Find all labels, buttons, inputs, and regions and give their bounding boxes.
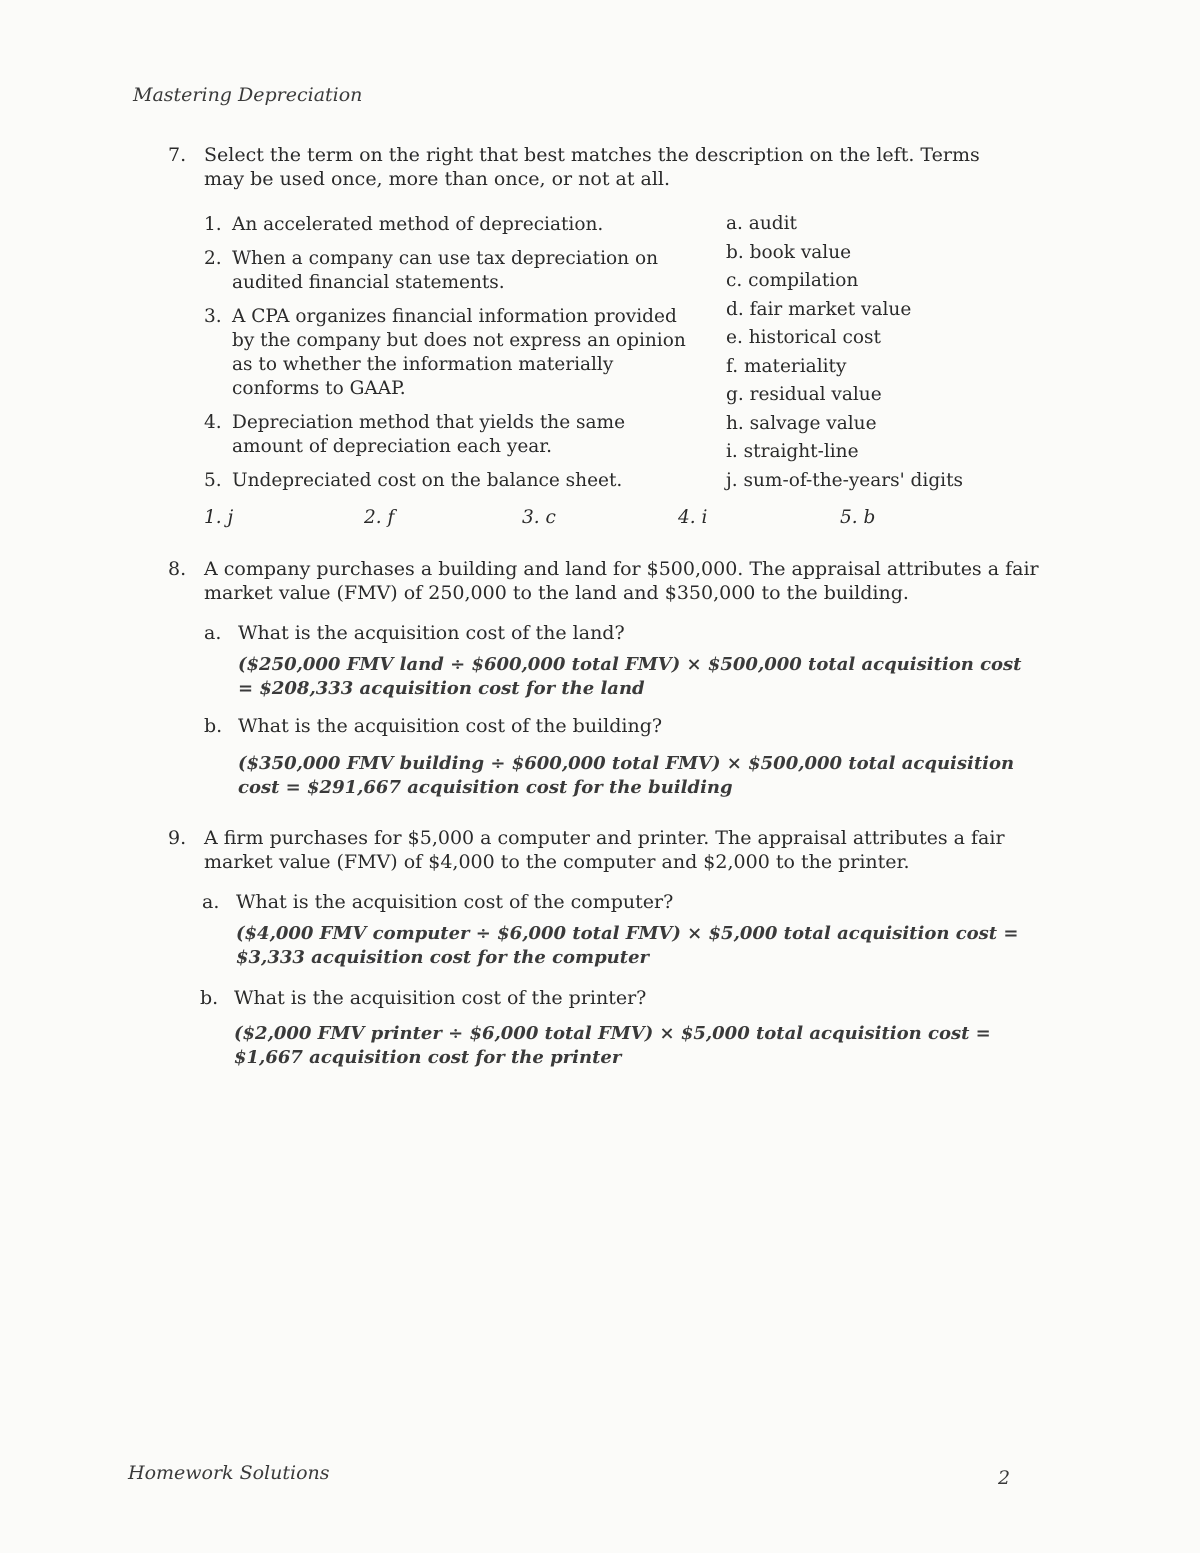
question-number: 8.	[168, 558, 187, 580]
sub-solution: ($350,000 FMV building ÷ $600,000 total FMV) × $500,000 total acquisition cost = $291,667 acquisition cost for the building	[238, 753, 1015, 798]
question-text: Select the term on the right that best matches the description on the left. Terms may be used once, more than once, or not at all.	[204, 144, 980, 190]
sub-solution: ($4,000 FMV computer ÷ $6,000 total FMV) × $5,000 total acquisition cost = $3,333 acquisition cost for the computer	[236, 923, 1019, 968]
question-number: 7.	[168, 144, 187, 166]
question-8a	[204, 621, 1038, 701]
question-number: 9.	[168, 827, 187, 849]
item-text: Undepreciated cost on the balance sheet.	[232, 470, 623, 491]
answer-item: 3. c	[522, 507, 556, 528]
item-number: 5.	[204, 470, 222, 491]
term-item: e. historical cost	[726, 327, 881, 348]
item-number: 4.	[204, 412, 222, 433]
sub-question: What is the acquisition cost of the land?	[238, 622, 625, 644]
term-item: g. residual value	[726, 384, 882, 405]
sub-letter: a.	[202, 891, 220, 913]
sub-letter: b.	[204, 715, 223, 737]
question-9b	[200, 986, 1014, 1070]
sub-letter: b.	[200, 987, 219, 1009]
answer-item: 1. j	[204, 507, 234, 528]
answer-item: 4. i	[678, 507, 708, 528]
description-item	[204, 213, 704, 237]
running-header: Mastering Depreciation	[133, 84, 363, 106]
term-item: j. sum-of-the-years' digits	[726, 469, 964, 491]
item-text: A CPA organizes financial information provided by the company but does not express an opinion as to whether the information materially conforms to GAAP.	[232, 306, 686, 399]
term-item: c. compilation	[726, 270, 859, 291]
item-number: 2.	[204, 248, 222, 269]
question-9a	[202, 890, 1036, 970]
term-item: b. book value	[726, 241, 852, 263]
item-text: Depreciation method that yields the same amount of depreciation each year.	[232, 412, 626, 457]
matching-terms	[726, 210, 1026, 495]
term-item: d. fair market value	[726, 298, 912, 320]
term-item: a. audit	[726, 213, 797, 234]
question-text: A firm purchases for $5,000 a computer and printer. The appraisal attributes a fair market value (FMV) of $4,000 to the computer and $2,000 to the printer.	[204, 827, 1005, 873]
answer-item: 2. f	[364, 507, 395, 528]
item-text: An accelerated method of depreciation.	[232, 214, 604, 235]
question-8b	[204, 714, 1018, 800]
item-text: When a company can use tax depreciation on audited financial statements.	[232, 248, 659, 293]
term-item: h. salvage value	[726, 412, 877, 434]
question-text: A company purchases a building and land for $500,000. The appraisal attributes a fair market value (FMV) of 250,000 to the land and $350,000 to the building.	[204, 558, 1039, 604]
sub-question: What is the acquisition cost of the printer?	[234, 987, 647, 1009]
item-number: 1.	[204, 214, 222, 235]
description-item	[204, 411, 704, 459]
running-footer: Homework Solutions	[128, 1462, 330, 1484]
term-item: i. straight-line	[726, 441, 859, 462]
answer-key	[204, 507, 924, 535]
page-number: 2	[998, 1467, 1011, 1489]
answer-item: 5. b	[840, 507, 876, 528]
description-item	[204, 469, 704, 493]
term-item: f. materiality	[726, 355, 847, 377]
sub-question: What is the acquisition cost of the building?	[238, 715, 663, 737]
sub-solution: ($2,000 FMV printer ÷ $6,000 total FMV) × $5,000 total acquisition cost = $1,667 acquisition cost for the printer	[234, 1023, 991, 1068]
sub-solution: ($250,000 FMV land ÷ $600,000 total FMV) × $500,000 total acquisition cost = $208,333 acquisition cost for the land	[238, 654, 1022, 699]
sub-question: What is the acquisition cost of the computer?	[236, 891, 674, 913]
matching-descriptions	[204, 213, 704, 503]
question-9	[168, 826, 1044, 874]
question-8	[168, 557, 1044, 605]
sub-letter: a.	[204, 622, 222, 644]
description-item	[204, 247, 704, 295]
item-number: 3.	[204, 306, 222, 327]
question-7	[168, 143, 1024, 191]
description-item	[204, 305, 704, 401]
